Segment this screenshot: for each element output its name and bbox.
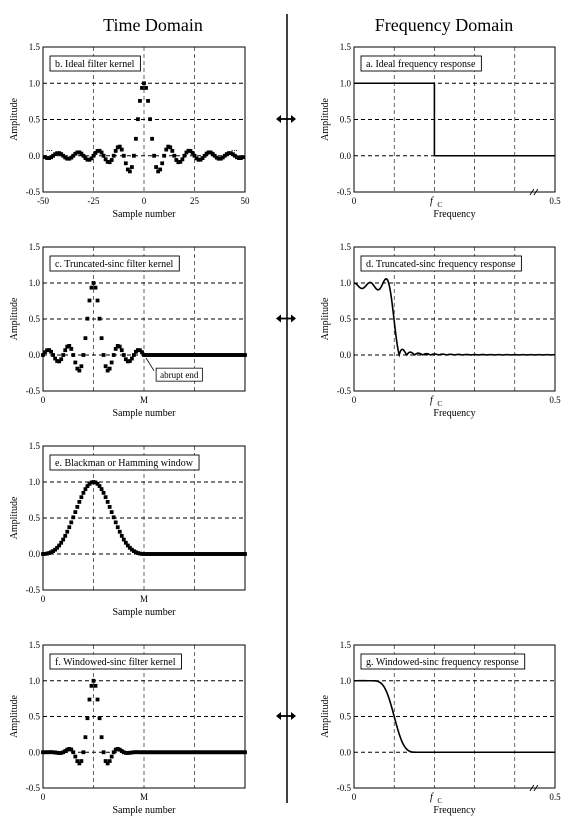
kernel-sample-point <box>144 86 148 90</box>
kernel-sample-point <box>104 364 108 368</box>
kernel-sample-point <box>77 369 81 373</box>
window-sample-point <box>110 510 114 514</box>
zero-sample-point <box>243 552 247 556</box>
arrow-head-right <box>291 115 296 123</box>
kernel-sample-point <box>150 137 154 141</box>
y-tick-label: 0.5 <box>28 314 40 324</box>
window-sample-point <box>73 510 77 514</box>
panel-title: a. Ideal frequency response <box>366 59 476 70</box>
y-tick-label: 0.5 <box>339 711 351 722</box>
kernel-sample-point <box>96 299 100 303</box>
kernel-sample-point <box>180 157 184 161</box>
time-domain-header: Time Domain <box>103 15 203 35</box>
panel-title: f. Windowed-sinc filter kernel <box>55 657 176 668</box>
y-tick-label: -0.5 <box>25 187 40 197</box>
kernel-sample-point <box>102 154 106 158</box>
window-sample-point <box>112 515 116 519</box>
kernel-sample-point <box>86 716 90 720</box>
y-tick-label: 0.5 <box>28 114 40 125</box>
response-curve <box>354 279 555 355</box>
y-tick-label: 0.0 <box>28 350 40 360</box>
kernel-sample-point <box>88 698 92 702</box>
y-tick-label: 0.5 <box>339 114 351 125</box>
window-sample-point <box>75 505 79 509</box>
double-arrow-icon <box>276 712 296 720</box>
window-sample-point <box>118 530 122 534</box>
x-axis-label: Sample number <box>112 805 176 816</box>
arrow-head-left <box>276 315 281 323</box>
y-tick-label: 0.0 <box>28 747 40 758</box>
y-axis-label: Amplitude <box>320 695 331 738</box>
kernel-sample-point <box>140 86 144 90</box>
window-sample-point <box>108 505 112 509</box>
window-sample-point <box>106 500 110 504</box>
x-tick-label: 0 <box>351 395 357 405</box>
kernel-sample-point <box>100 336 104 340</box>
kernel-sample-point <box>170 149 174 153</box>
x-tick-label: 0.5 <box>549 196 561 206</box>
kernel-sample-point <box>118 345 122 349</box>
ellipsis-right: ... <box>231 142 238 153</box>
panels <box>9 42 561 816</box>
y-axis-label: Amplitude <box>9 297 20 341</box>
kernel-sample-point <box>71 750 75 754</box>
fc-tick-label: f <box>430 196 433 207</box>
window-sample-point <box>69 520 73 524</box>
kernel-sample-point <box>63 348 67 352</box>
y-tick-label: 0.0 <box>28 549 40 559</box>
kernel-sample-point <box>172 154 176 158</box>
y-tick-label: 1.5 <box>28 441 40 451</box>
kernel-sample-point <box>132 154 136 158</box>
window-sample-point <box>114 520 118 524</box>
window-sample-point <box>104 495 108 499</box>
window-sample-point <box>63 534 67 538</box>
frequency-domain-header: Frequency Domain <box>374 15 514 35</box>
kernel-sample-point <box>148 117 152 121</box>
y-tick-label: 1.0 <box>28 477 40 487</box>
ellipsis-left: ... <box>46 142 53 153</box>
kernel-sample-point <box>136 117 140 121</box>
x-tick-label: 0 <box>40 594 46 604</box>
kernel-sample-point <box>61 353 65 357</box>
annotation-text: abrupt end <box>160 370 199 381</box>
kernel-sample-point <box>59 357 63 361</box>
kernel-sample-point <box>160 161 164 165</box>
kernel-sample-point <box>130 357 134 361</box>
kernel-sample-point <box>110 755 114 759</box>
kernel-sample-point <box>158 168 162 172</box>
window-sample-point <box>71 515 75 519</box>
kernel-sample-point <box>90 684 94 688</box>
x-tick-label: 0 <box>351 792 357 802</box>
x-tick-label: 0.5 <box>549 395 561 405</box>
kernel-sample-point <box>69 347 73 351</box>
kernel-sample-point <box>108 759 112 763</box>
window-sample-point <box>79 495 83 499</box>
kernel-sample-point <box>102 353 106 357</box>
kernel-sample-point <box>94 684 98 688</box>
kernel-sample-point <box>73 361 77 365</box>
x-axis-label: Sample number <box>112 607 176 618</box>
arrow-head-right <box>291 712 296 720</box>
fc-tick-subscript: C <box>437 400 443 408</box>
panel-e <box>9 441 247 618</box>
kernel-sample-point <box>98 317 102 321</box>
panel-title: b. Ideal filter kernel <box>55 59 135 70</box>
x-tick-label: M <box>139 395 149 405</box>
y-tick-label: 0.0 <box>28 150 40 161</box>
kernel-sample-point <box>122 353 126 357</box>
x-tick-label: 0 <box>351 196 357 206</box>
y-tick-label: 0.5 <box>28 513 40 523</box>
kernel-sample-point <box>73 755 77 759</box>
x-axis-label: Frequency <box>433 209 476 220</box>
kernel-sample-point <box>112 353 116 357</box>
x-tick-label: 0 <box>40 395 46 405</box>
arrow-head-left <box>276 712 281 720</box>
kernel-sample-point <box>79 759 83 763</box>
y-tick-label: -0.5 <box>25 585 40 595</box>
kernel-sample-point <box>102 750 106 754</box>
y-tick-label: 1.0 <box>339 78 351 89</box>
y-tick-label: -0.5 <box>336 187 351 197</box>
kernel-sample-point <box>120 148 124 152</box>
panel-c <box>9 242 247 419</box>
kernel-sample-point <box>71 353 75 357</box>
y-axis-label: Amplitude <box>9 695 20 738</box>
kernel-sample-point <box>51 353 55 357</box>
panel-d <box>320 242 561 419</box>
panel-title: d. Truncated-sinc frequency response <box>366 259 516 270</box>
y-tick-label: -0.5 <box>336 783 351 793</box>
kernel-sample-point <box>154 165 158 169</box>
y-axis-label: Amplitude <box>9 496 20 540</box>
kernel-sample-point <box>138 99 142 103</box>
arrow-head-right <box>291 315 296 323</box>
kernel-sample-point <box>82 750 86 754</box>
x-tick-label: -50 <box>37 196 49 206</box>
kernel-sample-point <box>241 155 245 159</box>
y-tick-label: -0.5 <box>336 386 351 396</box>
y-tick-label: 0.5 <box>339 314 351 324</box>
window-sample-point <box>65 530 69 534</box>
x-axis-label: Sample number <box>112 408 176 419</box>
y-tick-label: 1.5 <box>339 42 351 52</box>
kernel-sample-point <box>98 716 102 720</box>
y-axis-label: Amplitude <box>9 98 20 141</box>
y-tick-label: 0.0 <box>339 150 351 161</box>
y-tick-label: 1.5 <box>28 640 40 650</box>
panel-f <box>9 640 247 816</box>
kernel-sample-point <box>114 149 118 153</box>
x-tick-label: -25 <box>87 196 100 206</box>
kernel-sample-point <box>162 154 166 158</box>
kernel-sample-point <box>124 161 128 165</box>
kernel-sample-point <box>88 299 92 303</box>
kernel-sample-point <box>79 364 83 368</box>
kernel-sample-point <box>152 154 156 158</box>
x-tick-label: 0.5 <box>549 792 561 802</box>
kernel-sample-point <box>108 367 112 371</box>
kernel-sample-point <box>84 735 88 739</box>
fc-tick-label: f <box>430 395 433 406</box>
annotation-leader <box>146 358 154 371</box>
zero-sample-point <box>243 353 247 357</box>
y-tick-label: 1.0 <box>28 675 40 686</box>
window-sample-point <box>82 491 86 495</box>
kernel-sample-point <box>90 286 94 290</box>
y-tick-label: 1.5 <box>339 640 351 650</box>
x-tick-label: 0 <box>40 792 46 802</box>
arrow-head-left <box>276 115 281 123</box>
y-tick-label: 1.5 <box>28 242 40 252</box>
kernel-sample-point <box>94 286 98 290</box>
x-axis-label: Sample number <box>112 209 176 220</box>
panel-a <box>320 42 561 220</box>
panel-title: c. Truncated-sinc filter kernel <box>55 259 174 270</box>
y-axis-label: Amplitude <box>320 98 331 141</box>
y-tick-label: 1.0 <box>28 78 40 89</box>
window-sample-point <box>120 534 124 538</box>
panel-title: g. Windowed-sinc frequency response <box>366 657 519 668</box>
y-tick-label: 0.5 <box>28 711 40 722</box>
kernel-sample-point <box>84 336 88 340</box>
y-axis-label: Amplitude <box>320 297 331 341</box>
y-tick-label: -0.5 <box>25 386 40 396</box>
zero-sample-point <box>243 750 247 754</box>
window-sample-point <box>116 525 120 529</box>
y-tick-label: 1.5 <box>339 242 351 252</box>
kernel-sample-point <box>110 158 114 162</box>
y-tick-label: 1.0 <box>339 278 351 288</box>
window-sample-point <box>67 525 71 529</box>
kernel-sample-point <box>96 698 100 702</box>
x-axis-label: Frequency <box>433 408 476 419</box>
panel-g <box>320 640 561 816</box>
window-sample-point <box>102 491 106 495</box>
kernel-sample-point <box>168 145 172 149</box>
x-tick-label: 0 <box>141 196 147 206</box>
y-tick-label: 1.0 <box>28 278 40 288</box>
fc-tick-label: f <box>430 792 433 803</box>
window-sample-point <box>100 487 104 491</box>
kernel-sample-point <box>92 679 96 683</box>
kernel-sample-point <box>122 154 126 158</box>
x-tick-label: 25 <box>190 196 199 206</box>
kernel-sample-point <box>86 317 90 321</box>
kernel-sample-point <box>128 170 132 174</box>
kernel-sample-point <box>112 154 116 158</box>
x-axis-label: Frequency <box>433 805 476 816</box>
y-tick-label: -0.5 <box>25 783 40 793</box>
kernel-sample-point <box>92 281 96 285</box>
fc-tick-subscript: C <box>437 797 443 805</box>
double-arrow-icon <box>276 115 296 123</box>
y-tick-label: 0.0 <box>339 350 351 360</box>
window-sample-point <box>61 538 65 542</box>
kernel-sample-point <box>142 81 146 85</box>
x-tick-label: M <box>139 792 149 802</box>
kernel-sample-point <box>100 735 104 739</box>
x-tick-label: M <box>139 594 149 604</box>
kernel-sample-point <box>130 165 134 169</box>
kernel-sample-point <box>134 137 138 141</box>
panel-title: e. Blackman or Hamming window <box>55 458 194 469</box>
x-tick-label: 50 <box>240 196 250 206</box>
y-tick-label: 1.5 <box>28 42 40 52</box>
y-tick-label: 0.0 <box>339 747 351 758</box>
kernel-sample-point <box>146 99 150 103</box>
window-sample-point <box>77 500 81 504</box>
kernel-sample-point <box>110 361 114 365</box>
kernel-sample-point <box>82 353 86 357</box>
y-tick-label: 1.0 <box>339 675 351 686</box>
kernel-sample-point <box>120 348 124 352</box>
panel-b <box>9 42 250 220</box>
double-arrow-icon <box>276 315 296 323</box>
fc-tick-subscript: C <box>437 201 443 209</box>
